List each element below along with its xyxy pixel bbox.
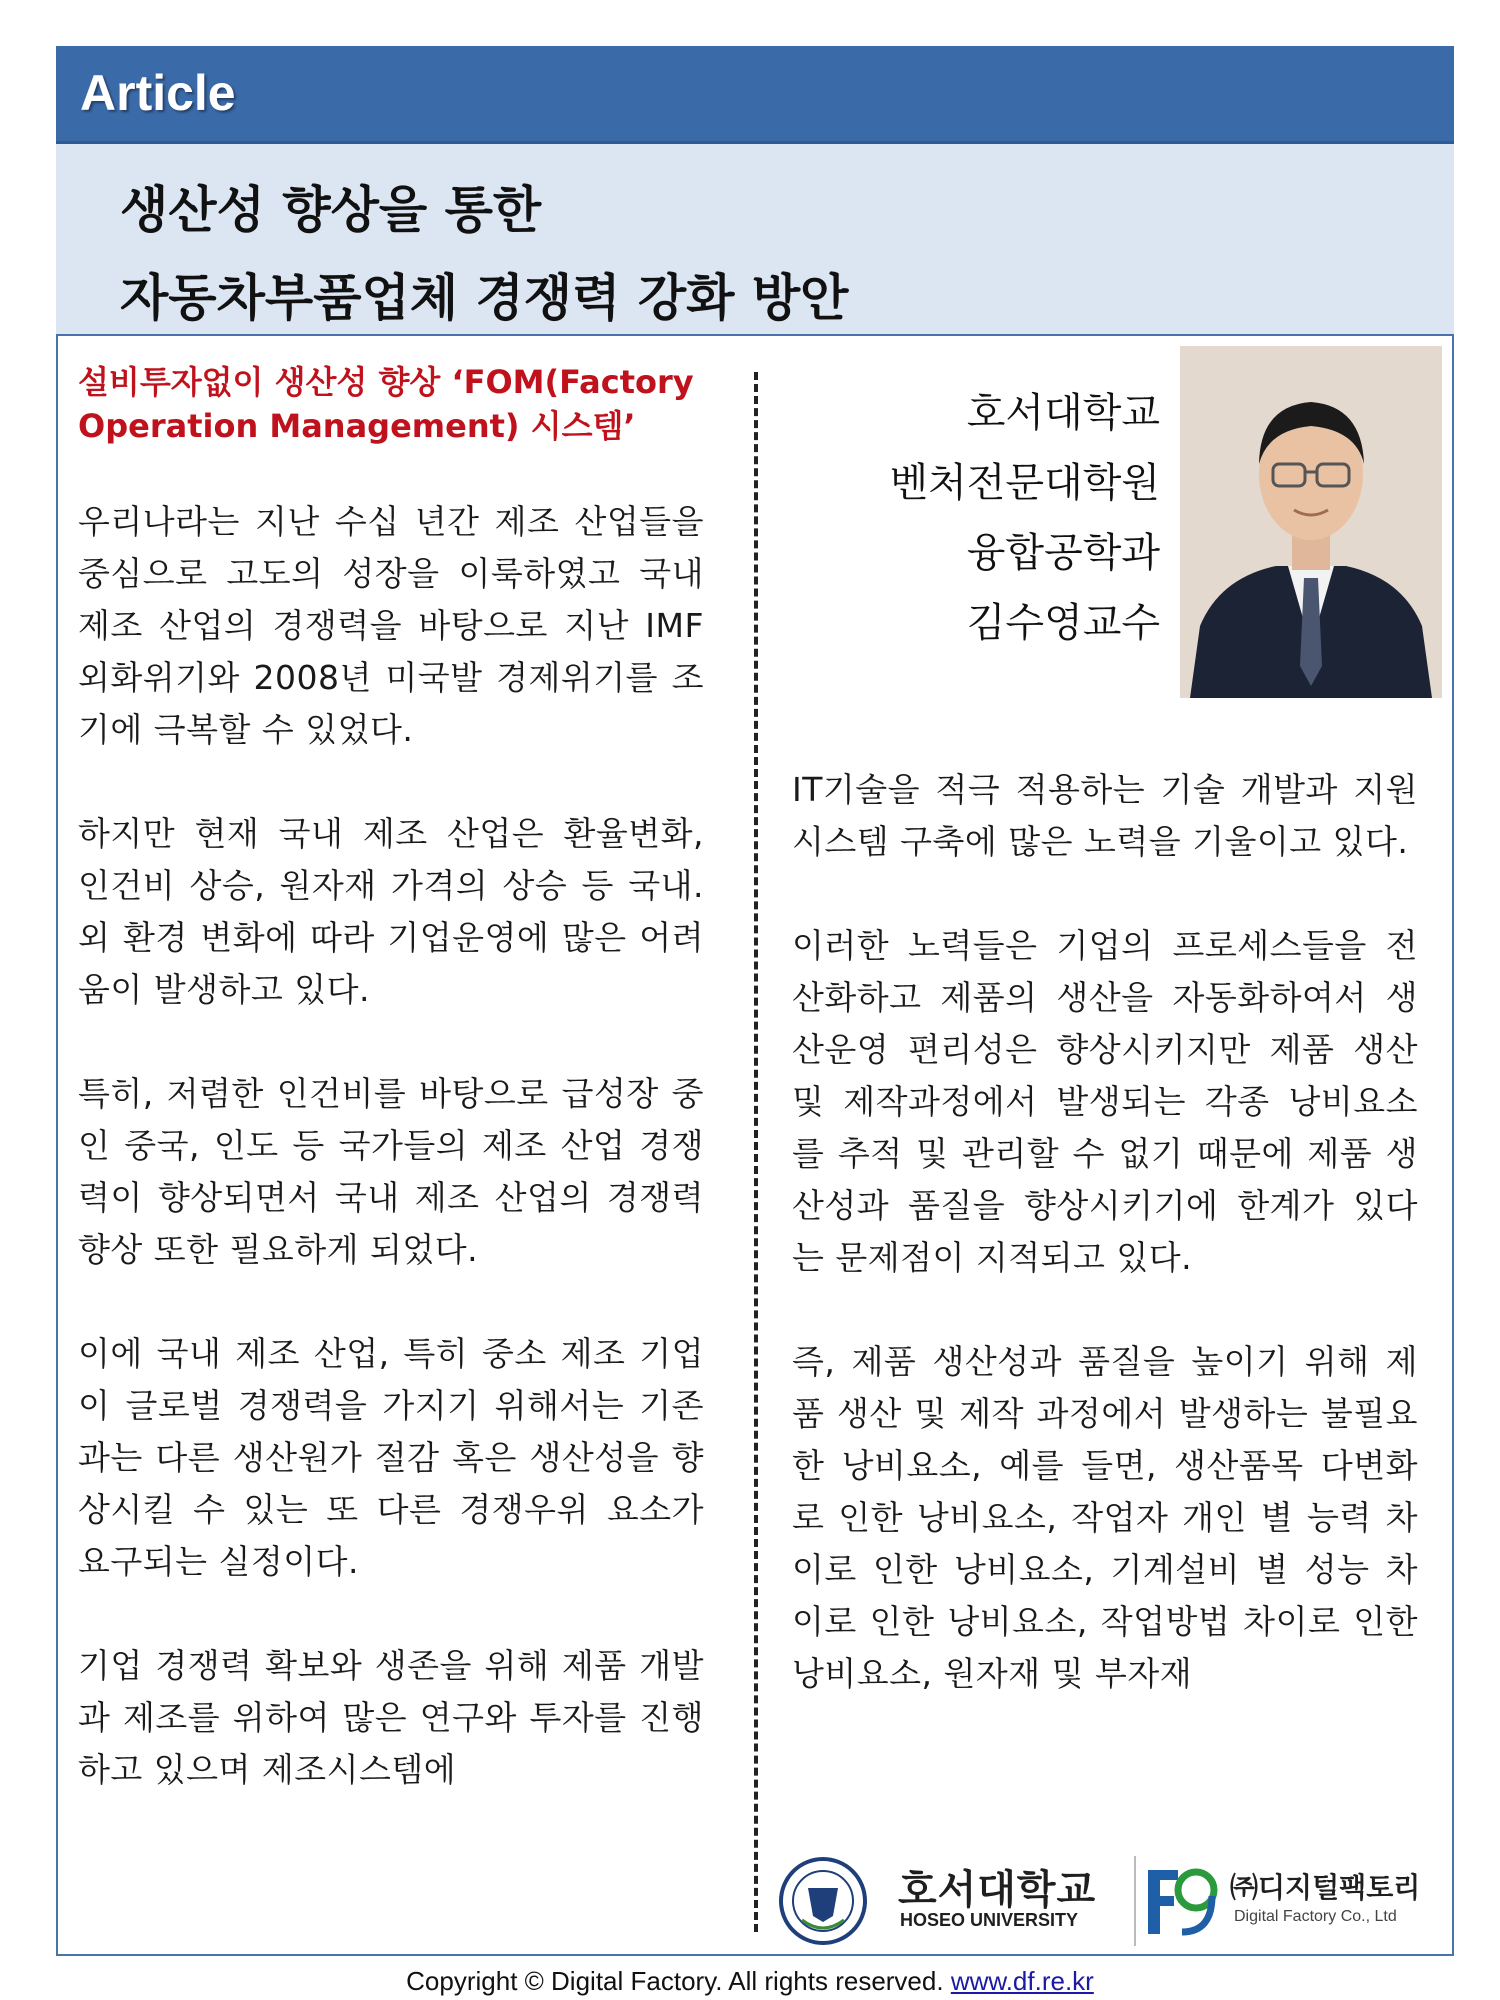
paragraph: 이러한 노력들은 기업의 프로세스들을 전산화하고 제품의 생산을 자동화하여서 생산운영 편리성은 향상시키지만 제품 생산 및 제작과정에서 발생되는 각종 낭비요소를 추적 및 관리할 수 없기 때문에 제품 생산성과 품질을 향상시키기에 한계가 있다는 문제점이 지적되고 있다. [792,926,1418,1277]
subtitle: 설비투자없이 생산성 향상 ‘FOM(Factory Operation Management) 시스템’ [78,363,694,445]
paragraph: 특히, 저렴한 인건비를 바탕으로 급성장 중인 중국, 인도 등 국가들의 제조 산업 경쟁력이 향상되면서 국내 제조 산업의 경쟁력 향상 또한 필요하게 되었다. [78,1074,704,1269]
hoseo-seal-icon [778,1856,868,1946]
website-link[interactable]: www.df.re.kr [950,1966,1094,1996]
footer [0,1966,1500,1997]
author-portrait-image [1180,346,1442,698]
copyright-text: Copyright © Digital Factory. All rights reserved. [406,1966,951,1996]
article-header-bar [56,46,1454,144]
hoseo-logo-english: HOSEO UNIVERSITY [900,1910,1079,1930]
title-line-1: 생산성 향상을 통한 [120,181,542,239]
digital-factory-logo-english: Digital Factory Co., Ltd [1234,1908,1397,1925]
article-label: Article [80,65,236,121]
author-department: 융합공학과 [966,530,1160,576]
paragraph: 기업 경쟁력 확보와 생존을 위해 제품 개발과 제조를 위하여 많은 연구와 투자를 진행하고 있으며 제조시스템에 [78,1646,704,1789]
digital-factory-logo-icon [1142,1860,1222,1940]
title-line-2: 자동차부품업체 경쟁력 강화 방안 [120,269,849,327]
paragraph: 우리나라는 지난 수십 년간 제조 산업들을 중심으로 고도의 성장을 이룩하였고 국내 제조 산업의 경쟁력을 바탕으로 지난 IMF 외화위기와 2008년 미국발 경제위기를 조기에 극복할 수 있었다. [78,502,704,749]
digital-factory-logo-korean: ㈜디지털팩토리 [1230,1871,1421,1904]
paragraph: 하지만 현재 국내 제조 산업은 환율변화, 인건비 상승, 원자재 가격의 상승 등 국내.외 환경 변화에 따라 기업운영에 많은 어려움이 발생하고 있다. [78,814,704,1009]
paragraph: IT기술을 적극 적용하는 기술 개발과 지원시스템 구축에 많은 노력을 기울이고 있다. [792,770,1418,861]
author-photo [1180,346,1442,698]
right-column [792,764,1418,1752]
author-name: 김수영교수 [966,600,1160,646]
author-university: 호서대학교 [966,390,1160,436]
logo-strip [778,1856,1438,1946]
logo-separator [1134,1856,1136,1946]
left-column [78,496,704,1848]
title-box [56,144,1454,336]
column-divider [754,372,758,1932]
paragraph: 즉, 제품 생산성과 품질을 높이기 위해 제품 생산 및 제작 과정에서 발생하는 불필요한 낭비요소, 예를 들면, 생산품목 다변화로 인한 낭비요소, 작업자 개인 별 능력 차이로 인한 낭비요소, 기계설비 별 성능 차이로 인한 낭비요소, 작업방법 차이로 인한 낭비요소, 원자재 및 부자재 [792,1342,1418,1693]
hoseo-logo-korean: 호서대학교 [898,1867,1097,1913]
paragraph: 이에 국내 제조 산업, 특히 중소 제조 기업이 글로벌 경쟁력을 가지기 위해서는 기존과는 다른 생산원가 절감 혹은 생산성을 향상시킬 수 있는 또 다른 경쟁우위 요소가 요구되는 실정이다. [78,1334,704,1581]
author-graduate-school: 벤처전문대학원 [889,460,1160,506]
author-block [860,378,1160,658]
